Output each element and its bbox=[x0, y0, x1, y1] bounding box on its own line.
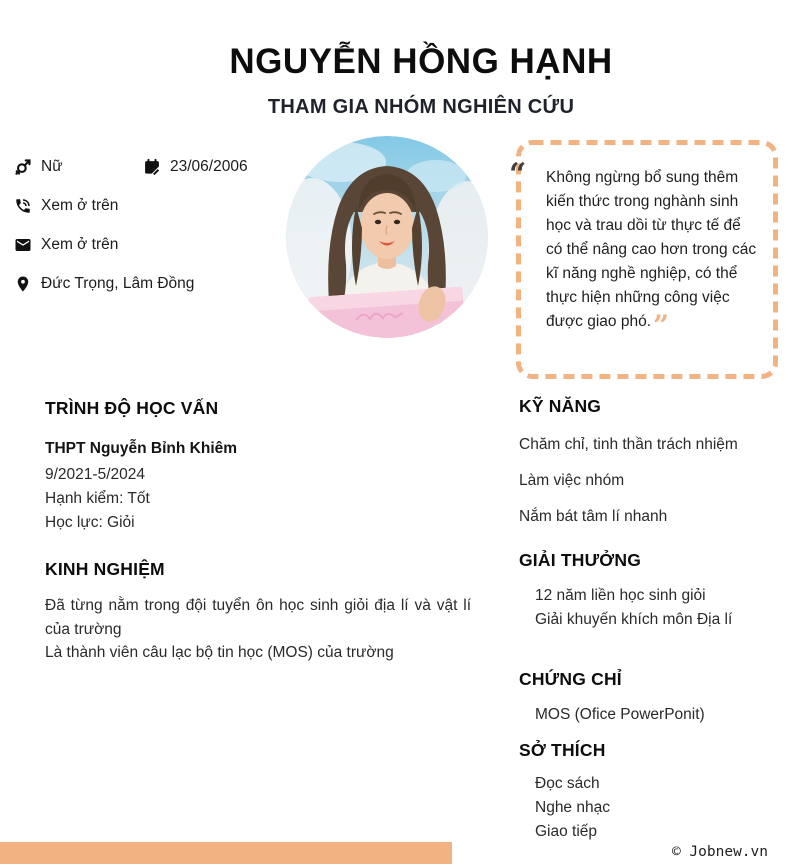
education-conduct: Hạnh kiểm: Tốt bbox=[45, 490, 150, 507]
job-title: THAM GIA NHÓM NGHIÊN CỨU bbox=[267, 96, 575, 118]
hobby-item: Đọc sách bbox=[535, 775, 600, 792]
experience-item: Là thành viên câu lạc bộ tin học (MOS) của trường bbox=[45, 644, 394, 661]
right-column bbox=[519, 396, 782, 844]
info-row-email bbox=[14, 236, 294, 254]
profile-photo bbox=[286, 136, 488, 338]
birthday-field bbox=[143, 158, 248, 176]
experience-heading: KINH NGHIỆM bbox=[45, 559, 165, 579]
gender-field bbox=[14, 158, 143, 176]
hobbies-heading: SỞ THÍCH bbox=[519, 740, 606, 760]
page-title: NGUYỄN HỒNG HẠNH bbox=[229, 42, 613, 81]
award-item: 12 năm liền học sinh giỏi bbox=[535, 587, 706, 604]
skill-item: Chăm chỉ, tinh thần trách nhiệm bbox=[519, 436, 738, 453]
certificate-item: MOS (Ofice PowerPonit) bbox=[535, 706, 705, 723]
skill-item: Nắm bát tâm lí nhanh bbox=[519, 508, 668, 525]
objective-text bbox=[546, 166, 760, 342]
left-column bbox=[45, 398, 471, 665]
email-value: Xem ở trên bbox=[41, 236, 119, 253]
awards-heading: GIẢI THƯỞNG bbox=[519, 550, 642, 570]
education-academic: Học lực: Giỏi bbox=[45, 514, 135, 531]
phone-value: Xem ở trên bbox=[41, 197, 119, 214]
info-row-address bbox=[14, 275, 294, 293]
phone-in-talk-icon bbox=[14, 197, 32, 215]
hobby-item: Giao tiếp bbox=[535, 823, 598, 840]
birthday-value: 23/06/2006 bbox=[170, 158, 248, 175]
email-icon bbox=[14, 236, 32, 254]
gender-value: Nữ bbox=[41, 158, 63, 175]
skills-heading: KỸ NĂNG bbox=[519, 396, 602, 416]
education-school: THPT Nguyễn Bỉnh Khiêm bbox=[45, 440, 238, 457]
calendar-edit-icon bbox=[143, 158, 161, 176]
skill-item: Làm việc nhóm bbox=[519, 472, 625, 489]
quote-text: Không ngừng bổ sung thêm kiến thức trong nghành sinh học và trau dồi từ thực tế để có thể nâng cao hơn trong các kĩ năng nghề nghiệp, có thể thực hiện những công việc được giao phó. bbox=[546, 169, 757, 330]
info-row-gender-birthday bbox=[14, 158, 294, 176]
certificates-heading: CHỨNG CHỈ bbox=[519, 669, 622, 689]
experience-item: Đã từng nằm trong đội tuyển ôn học sinh giỏi địa lí và vật lí của trường bbox=[45, 597, 471, 638]
hobby-item: Nghe nhạc bbox=[535, 799, 610, 816]
quote-open-icon: “ bbox=[509, 157, 527, 192]
objective-quote-box bbox=[509, 140, 778, 379]
location-pin-icon bbox=[14, 275, 32, 293]
gender-icon bbox=[14, 158, 32, 176]
quote-close-icon: ” bbox=[653, 309, 670, 342]
site-watermark: © Jobnew.vn bbox=[671, 844, 768, 860]
accent-bottom-bar bbox=[0, 842, 452, 864]
education-heading: TRÌNH ĐỘ HỌC VẤN bbox=[45, 398, 219, 418]
info-row-phone bbox=[14, 197, 294, 215]
address-value: Đức Trọng, Lâm Đồng bbox=[41, 275, 195, 292]
education-period: 9/2021-5/2024 bbox=[45, 466, 145, 483]
personal-info bbox=[14, 158, 294, 314]
award-item: Giải khuyến khích môn Địa lí bbox=[535, 611, 733, 628]
